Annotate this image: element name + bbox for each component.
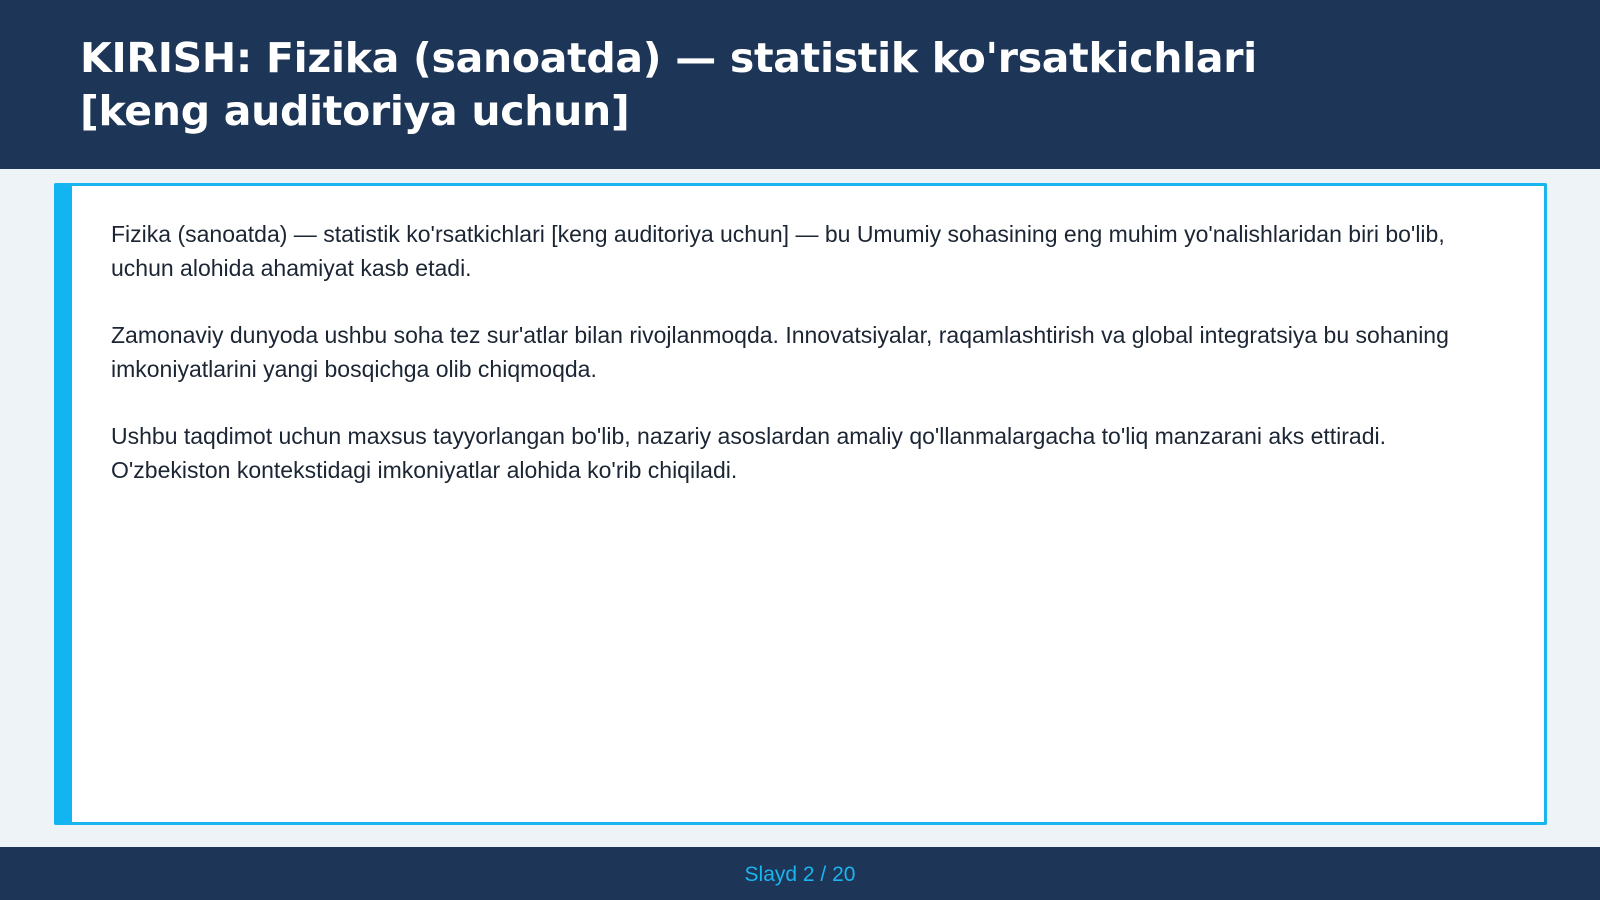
intro-paragraph-3: Ushbu taqdimot uchun maxsus tayyorlangan bo'lib, nazariy asoslardan amaliy qo'llanmalargacha to'liq manzarani aks ettiradi. O'zbekiston kontekstidagi imkoniyatlar alohida ko'rib chiqiladi. bbox=[111, 423, 1387, 483]
intro-paragraph-2: Zamonaviy dunyoda ushbu soha tez sur'atlar bilan rivojlanmoqda. Innovatsiyalar, raqamlashtirish va global integratsiya bu sohaning imkoniyatlarini yangi bosqichga olib chiqmoqda. bbox=[111, 322, 1449, 382]
content-card bbox=[54, 183, 1547, 825]
slide-counter: Slayd 2 / 20 bbox=[744, 863, 856, 886]
slide-header bbox=[0, 0, 1600, 169]
slide-footer bbox=[0, 847, 1600, 900]
intro-paragraph-1: Fizika (sanoatda) — statistik ko'rsatkichlari [keng auditoriya uchun] — bu Umumiy sohasining eng muhim yo'nalishlaridan biri bo'lib, uchun alohida ahamiyat kasb etadi. bbox=[111, 221, 1445, 281]
slide-title: KIRISH: Fizika (sanoatda) — statistik ko'rsatkichlari [keng auditoriya uchun] bbox=[80, 34, 1257, 135]
